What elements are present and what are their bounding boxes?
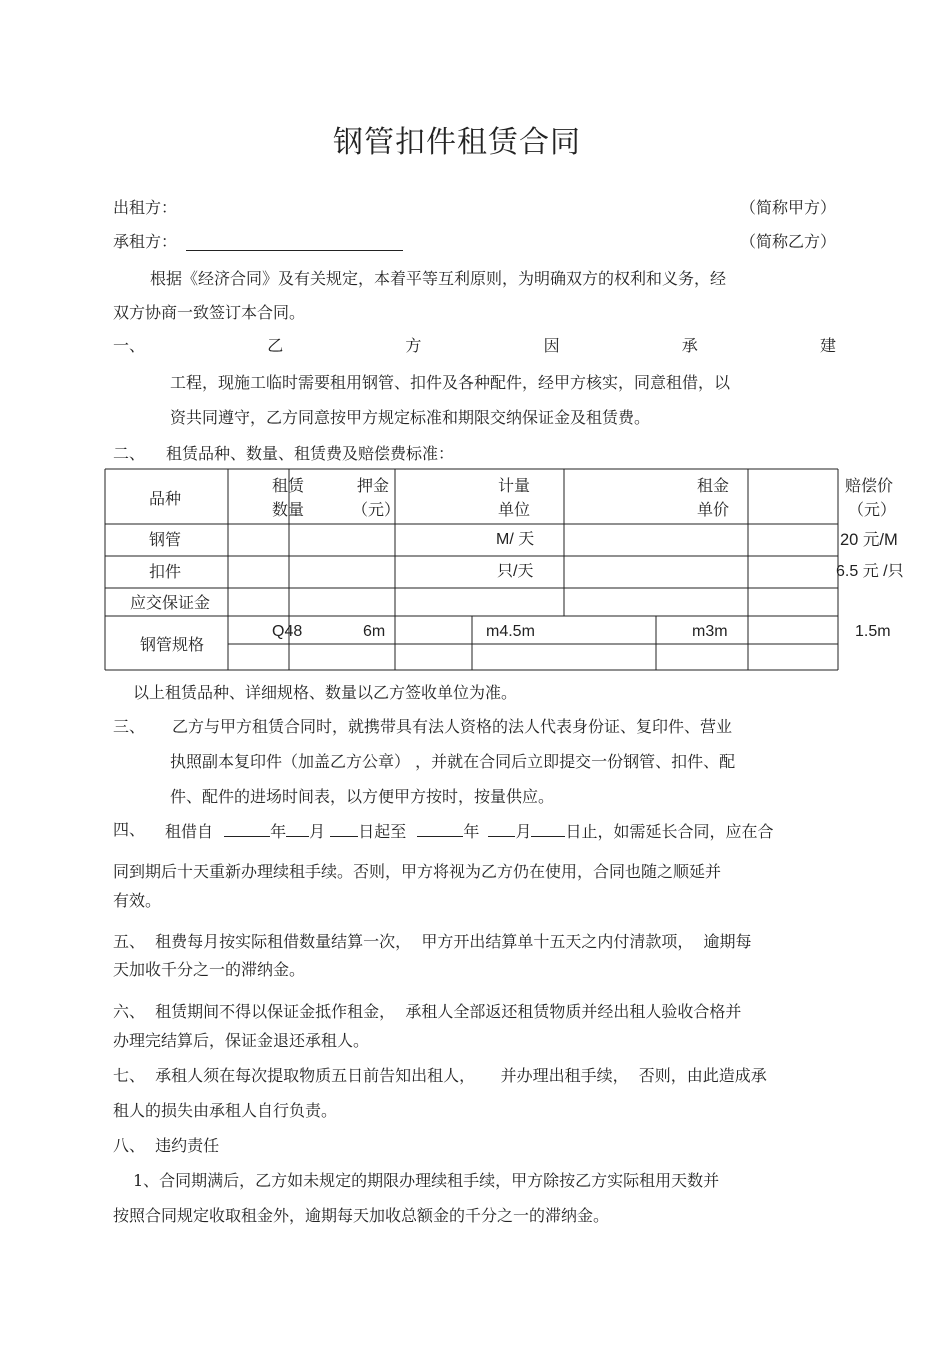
clause-3-line-1: 乙方与甲方租赁合同时，就携带具有法人资格的法人代表身份证、复印件、营业 xyxy=(172,717,733,736)
end-day-blank xyxy=(531,822,565,837)
clause-1-line-3: 资共同遵守，乙方同意按甲方规定标准和期限交纳保证金及租赁费。 xyxy=(170,408,651,427)
clause-2-text: 租赁品种、数量、租赁费及赔偿费标准： xyxy=(166,444,455,463)
clause-7-line-2: 租人的损失由承租人自行负责。 xyxy=(113,1101,338,1120)
clause-6-line-2: 办理完结算后，保证金退还承租人。 xyxy=(113,1031,370,1050)
clause-1-word: 承 xyxy=(681,336,698,355)
end-month-blank xyxy=(488,822,515,837)
intro-line-1: 根据《经济合同》及有关规定，本着平等互利原则，为明确双方的权利和义务，经 xyxy=(150,269,727,288)
clause-1-word: 建 xyxy=(819,336,836,355)
header-deposit-1: 押金 xyxy=(357,476,390,495)
end-year-blank xyxy=(417,822,463,837)
table-note: 以上租赁品种、详细规格、数量以乙方签收单位为准。 xyxy=(133,683,518,702)
row-deposit-kind: 应交保证金 xyxy=(130,593,211,612)
row-steel-pipe-unit: M/ 天 xyxy=(496,531,535,548)
row-clamp-comp: 6.5 元 /只 xyxy=(836,563,904,580)
lessee-abbr: （简称乙方） xyxy=(740,232,837,251)
start-month-blank xyxy=(286,822,309,837)
header-comp-2: （元） xyxy=(848,500,897,519)
header-qty-2: 数量 xyxy=(272,500,305,519)
header-qty-1: 租赁 xyxy=(272,476,305,495)
clause-1-word: 方 xyxy=(405,336,422,355)
clause-4-text: 日止，如需延长合同，应在合 xyxy=(565,822,774,841)
clause-4-text: 月 xyxy=(515,822,532,841)
clause-1-head xyxy=(113,338,836,354)
clause-4-text: 年 xyxy=(270,822,287,841)
clause-8-head: 八、 违约责任 xyxy=(113,1136,220,1155)
clause-4-text: 月 xyxy=(309,822,326,841)
spec-label: 钢管规格 xyxy=(140,635,205,654)
clause-4-text: 租借自 xyxy=(165,822,214,841)
clause-3-num: 三、 xyxy=(113,717,146,736)
row-steel-pipe-comp: 20 元/M xyxy=(840,531,898,549)
row-clamp-kind: 扣件 xyxy=(149,562,182,581)
start-year-blank xyxy=(224,822,270,837)
header-unit-1: 计量 xyxy=(498,476,531,495)
lessee-blank-line xyxy=(186,250,403,251)
spec-value: m3m xyxy=(692,623,728,640)
clause-8-item-1-line-1: 1、合同期满后，乙方如未规定的期限办理续租手续，甲方除按乙方实际租用天数并 xyxy=(133,1171,720,1190)
clause-7-line-1: 七、 承租人须在每次提取物质五日前告知出租人， 并办理出租手续， 否则，由此造成承 xyxy=(113,1066,767,1085)
clause-4-num: 四、 xyxy=(113,820,146,839)
clause-8-item-1-line-2: 按照合同规定收取租金外，逾期每天加收总额金的千分之一的滞纳金。 xyxy=(113,1206,610,1225)
clause-4-text: 年 xyxy=(463,822,480,841)
start-day-blank xyxy=(330,822,358,837)
lessee-label: 承租方： xyxy=(113,232,178,251)
lessor-abbr: （简称甲方） xyxy=(740,198,837,217)
clause-2-num: 二、 xyxy=(113,444,146,463)
clause-5-line-1: 五、 租费每月按实际租借数量结算一次， 甲方开出结算单十五天之内付清款项， 逾期每 xyxy=(113,932,752,951)
clause-1-word: 乙 xyxy=(267,336,284,355)
header-kind: 品种 xyxy=(149,489,182,508)
intro-line-2: 双方协商一致签订本合同。 xyxy=(113,303,306,322)
header-rent-1: 租金 xyxy=(697,476,730,495)
clause-1-num: 一、 xyxy=(113,336,146,355)
clause-4-line-1 xyxy=(165,822,773,840)
header-comp-1: 赔偿价 xyxy=(845,476,894,495)
clause-4-line-2: 同到期后十天重新办理续租手续。否则，甲方将视为乙方仍在使用，合同也随之顺延并 xyxy=(113,862,722,881)
clause-3-line-2: 执照副本复印件（加盖乙方公章） ，并就在合同后立即提交一份钢管、扣件、配 xyxy=(170,752,736,771)
header-deposit-2: （元） xyxy=(352,500,401,519)
clause-4-line-3: 有效。 xyxy=(113,891,162,910)
clause-3-line-3: 件、配件的进场时间表，以方便甲方按时，按量供应。 xyxy=(170,787,555,806)
spec-value: 1.5m xyxy=(855,623,891,640)
clause-1-line-2: 工程，现施工临时需要租用钢管、扣件及各种配件，经甲方核实，同意租借，以 xyxy=(170,373,731,392)
row-clamp-unit: 只/天 xyxy=(497,563,534,580)
clause-5-line-2: 天加收千分之一的滞纳金。 xyxy=(113,960,306,979)
clause-6-line-1: 六、 租赁期间不得以保证金抵作租金， 承租人全部返还租赁物质并经出租人验收合格并 xyxy=(113,1002,742,1021)
header-rent-2: 单价 xyxy=(697,500,730,519)
page-title: 钢管扣件租赁合同 xyxy=(333,125,581,160)
row-steel-pipe-kind: 钢管 xyxy=(149,530,182,549)
spec-value: Q48 xyxy=(272,623,303,640)
header-unit-2: 单位 xyxy=(498,500,531,519)
clause-4-text: 日起至 xyxy=(358,822,407,841)
spec-value: m4.5m xyxy=(486,623,535,640)
clause-1-word: 因 xyxy=(543,336,560,355)
lessor-label: 出租方： xyxy=(113,198,178,217)
spec-value: 6m xyxy=(363,623,386,640)
